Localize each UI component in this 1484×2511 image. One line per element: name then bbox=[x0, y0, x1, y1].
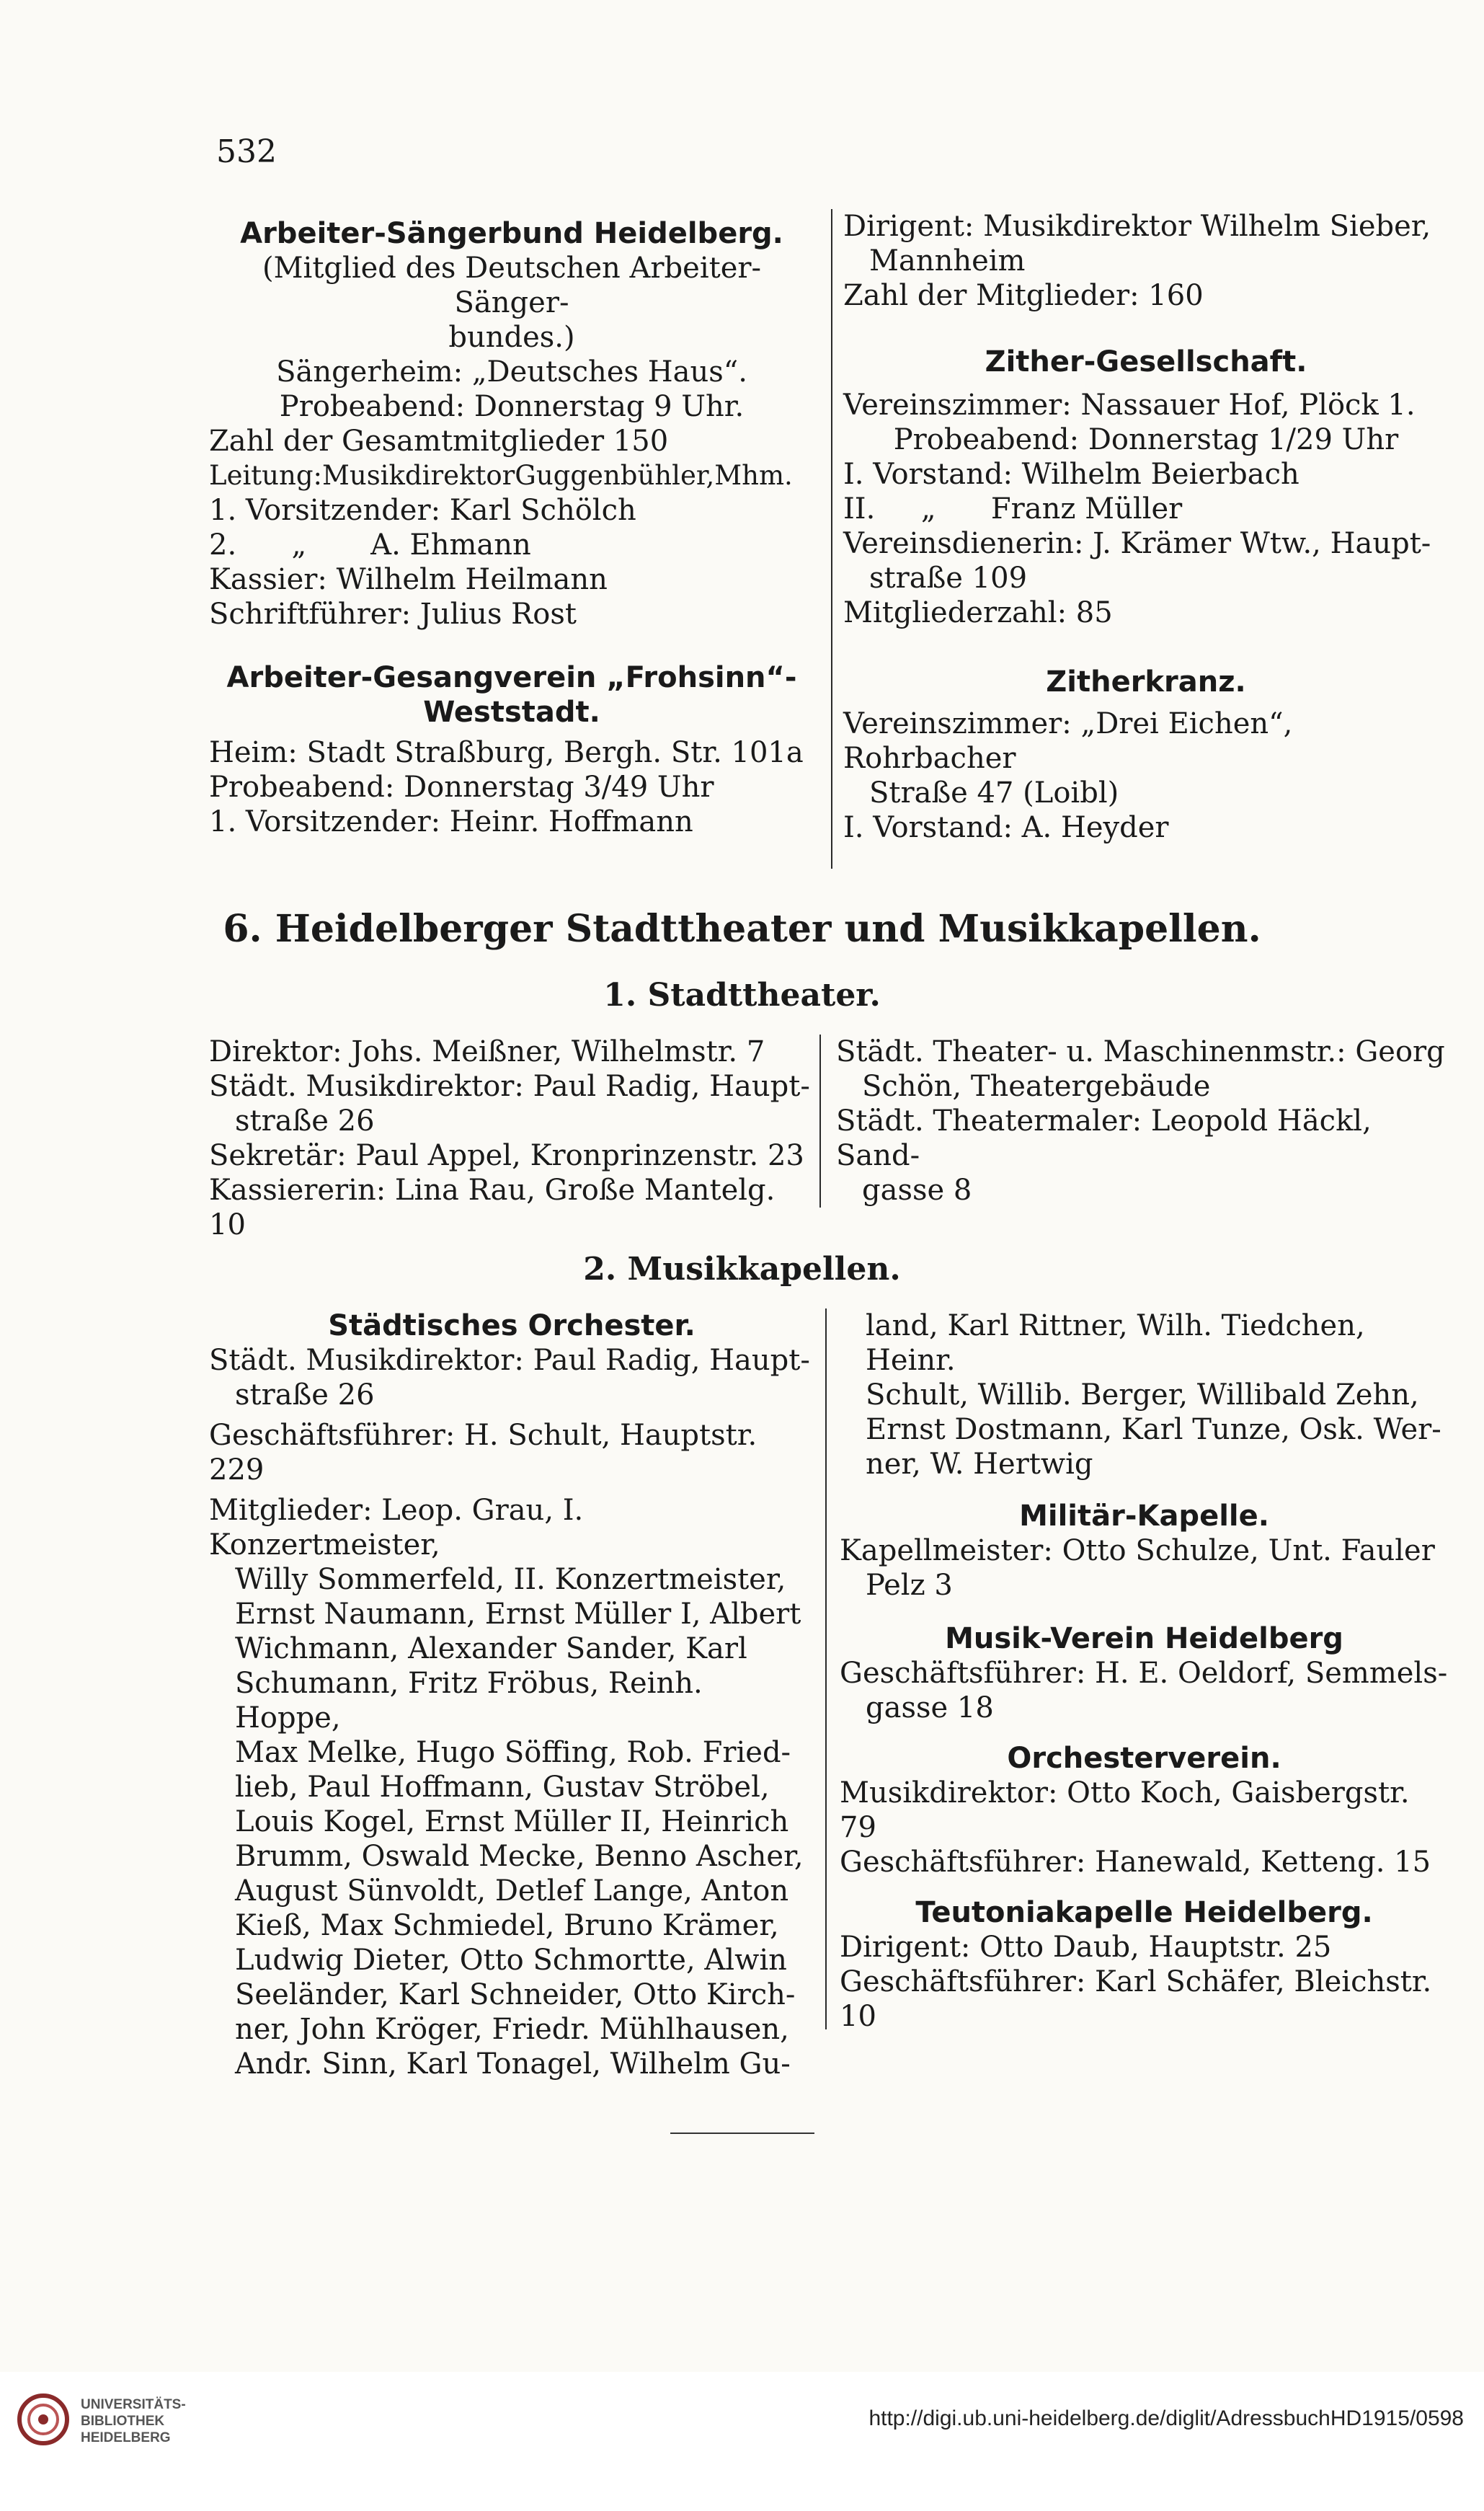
text-line: ner, John Kröger, Friedr. Mühlhausen, bbox=[235, 2013, 789, 2046]
text-line: straße 26 bbox=[235, 1378, 375, 1412]
column-divider bbox=[825, 1308, 827, 2029]
text-line: Andr. Sinn, Karl Tonagel, Wilhelm Gu- bbox=[235, 2047, 791, 2081]
text-line: Mitgliederzahl: 85 bbox=[843, 596, 1113, 629]
text-line: land, Karl Rittner, Wilh. Tiedchen, Heinr. bbox=[866, 1309, 1365, 1377]
text-line: Ludwig Dieter, Otto Schmortte, Alwin bbox=[235, 1944, 787, 1977]
page-number: 532 bbox=[216, 133, 277, 170]
section-title: 6. Heidelberger Stadttheater und Musikkapellen. bbox=[223, 907, 1261, 951]
text-line: Geschäftsführer: H. Schult, Hauptstr. 229 bbox=[209, 1419, 757, 1487]
text-line: Schriftführer: Julius Rost bbox=[209, 598, 577, 631]
text-line: Kieß, Max Schmiedel, Bruno Krämer, bbox=[235, 1909, 779, 1942]
text-line: Musikdirektor: Otto Koch, Gaisbergstr. 79 bbox=[840, 1776, 1410, 1844]
text-line: Dirigent: Musikdirektor Wilhelm Sieber, bbox=[843, 210, 1431, 243]
subsection-title-stadttheater: 1. Stadttheater. bbox=[603, 977, 881, 1014]
text-line: Städt. Theatermaler: Leopold Häckl, Sand- bbox=[836, 1104, 1372, 1172]
text-line: Städt. Theater- u. Maschinenmstr.: Georg bbox=[836, 1035, 1445, 1068]
university-seal-icon bbox=[16, 2392, 71, 2447]
text-line: 1. Vorsitzender: Heinr. Hoffmann bbox=[209, 805, 693, 838]
text-line: Kassiererin: Lina Rau, Große Mantelg. 10 bbox=[209, 1174, 776, 1241]
text-line: Sängerheim: „Deutsches Haus“. bbox=[276, 355, 747, 389]
top-right-column bbox=[843, 209, 1449, 845]
text-line: Städt. Musikdirektor: Paul Radig, Haupt- bbox=[209, 1070, 810, 1103]
text-line: (Mitglied des Deutschen Arbeiter-Sänger- bbox=[262, 252, 761, 319]
text-line: II. „ Franz Müller bbox=[843, 492, 1183, 526]
text-line: Vereinszimmer: „Drei Eichen“, Rohrbacher bbox=[843, 707, 1293, 775]
heading-zither-gesellschaft: Zither-Gesellschaft. bbox=[985, 345, 1307, 378]
text-line: Ernst Dostmann, Karl Tunze, Osk. Wer- bbox=[866, 1413, 1441, 1446]
text-line: Heim: Stadt Straßburg, Bergh. Str. 101a bbox=[209, 736, 804, 769]
heading-musik-verein: Musik-Verein Heidelberg bbox=[945, 1622, 1343, 1655]
text-line: Mannheim bbox=[869, 244, 1026, 278]
text-line: Schön, Theatergebäude bbox=[862, 1070, 1211, 1103]
logo-line: BIBLIOTHEK bbox=[81, 2414, 165, 2429]
text-line: Geschäftsführer: H. E. Oeldorf, Semmels- bbox=[840, 1657, 1448, 1690]
heading-orchesterverein: Orchesterverein. bbox=[1007, 1742, 1281, 1775]
heading-militaer-kapelle: Militär-Kapelle. bbox=[1019, 1500, 1269, 1533]
text-line: Dirigent: Otto Daub, Hauptstr. 25 bbox=[840, 1931, 1332, 1964]
text-line: Geschäftsführer: Karl Schäfer, Bleichstr. 10 bbox=[840, 1965, 1432, 2033]
heading-staedtisches-orchester: Städtisches Orchester. bbox=[328, 1309, 696, 1342]
text-line: Ernst Naumann, Ernst Müller I, Albert bbox=[235, 1598, 801, 1631]
text-line: Mitglieder: Leop. Grau, I. Konzertmeister, bbox=[209, 1494, 584, 1562]
theater-right-column bbox=[836, 1035, 1449, 1208]
text-line: Vereinszimmer: Nassauer Hof, Plöck 1. bbox=[843, 389, 1416, 422]
text-line: bundes.) bbox=[448, 321, 575, 354]
text-line: Straße 47 (Loibl) bbox=[869, 776, 1119, 810]
text-line: Kapellmeister: Otto Schulze, Unt. Fauler bbox=[840, 1534, 1435, 1567]
text-line: Städt. Musikdirektor: Paul Radig, Haupt- bbox=[209, 1344, 810, 1377]
text-line: Probeabend: Donnerstag 9 Uhr. bbox=[279, 390, 745, 423]
text-line: I. Vorstand: A. Heyder bbox=[843, 811, 1169, 844]
library-logo-text bbox=[81, 2396, 186, 2446]
text-line: Zahl der Gesamtmitglieder 150 bbox=[209, 425, 669, 458]
text-line: Pelz 3 bbox=[866, 1569, 953, 1602]
text-line: Wichmann, Alexander Sander, Karl bbox=[235, 1632, 747, 1665]
text-line: I. Vorstand: Wilhelm Beierbach bbox=[843, 458, 1299, 491]
text-line: Seeländer, Karl Schneider, Otto Kirch- bbox=[235, 1978, 796, 2011]
text-line: Vereinsdienerin: J. Krämer Wtw., Haupt- bbox=[843, 527, 1431, 560]
text-line: straße 26 bbox=[235, 1104, 375, 1138]
heading-arbeiter-saengerbund: Arbeiter-Sängerbund Heidelberg. bbox=[240, 217, 783, 250]
text-line: 2. „ A. Ehmann bbox=[209, 528, 531, 562]
text-line: Louis Kogel, Ernst Müller II, Heinrich bbox=[235, 1805, 789, 1838]
column-divider bbox=[819, 1035, 821, 1208]
text-line: Schult, Willib. Berger, Willibald Zehn, bbox=[866, 1378, 1419, 1412]
text-line: gasse 8 bbox=[862, 1174, 972, 1207]
text-line: Max Melke, Hugo Söffing, Rob. Fried- bbox=[235, 1736, 791, 1769]
text-line: 1. Vorsitzender: Karl Schölch bbox=[209, 494, 636, 527]
text-line: Zahl der Mitglieder: 160 bbox=[843, 279, 1204, 312]
logo-line: HEIDELBERG bbox=[81, 2430, 171, 2445]
heading-teutoniakapelle: Teutoniakapelle Heidelberg. bbox=[915, 1896, 1373, 1929]
text-line: lieb, Paul Hoffmann, Gustav Ströbel, bbox=[235, 1771, 770, 1804]
text-line: Probeabend: Donnerstag 3/49 Uhr bbox=[209, 771, 714, 804]
orchestra-right-column bbox=[840, 1308, 1449, 2034]
text-line: Brumm, Oswald Mecke, Benno Ascher, bbox=[235, 1840, 804, 1873]
text-line: gasse 18 bbox=[866, 1691, 994, 1724]
text-line: August Sünvoldt, Detlef Lange, Anton bbox=[235, 1874, 789, 1908]
top-left-column bbox=[209, 216, 814, 839]
text-line: Direktor: Johs. Meißner, Wilhelmstr. 7 bbox=[209, 1035, 765, 1068]
text-line: Leitung:MusikdirektorGuggenbühler,Mhm. bbox=[209, 460, 793, 491]
subsection-title-musikkapellen: 2. Musikkapellen. bbox=[583, 1251, 901, 1288]
footer-bar bbox=[0, 2372, 1484, 2511]
text-line: Willy Sommerfeld, II. Konzertmeister, bbox=[235, 1563, 786, 1596]
text-line: straße 109 bbox=[869, 562, 1028, 595]
text-line: Schumann, Fritz Fröbus, Reinh. Hoppe, bbox=[235, 1667, 703, 1735]
text-line: Kassier: Wilhelm Heilmann bbox=[209, 563, 608, 596]
text-line: Sekretär: Paul Appel, Kronprinzenstr. 23 bbox=[209, 1139, 804, 1172]
logo-line: UNIVERSITÄTS- bbox=[81, 2397, 186, 2412]
column-divider bbox=[831, 209, 832, 869]
text-line: ner, W. Hertwig bbox=[866, 1448, 1093, 1481]
source-url-link[interactable]: http://digi.ub.uni-heidelberg.de/diglit/AdressbuchHD1915/0598 bbox=[868, 2406, 1464, 2430]
heading-zitherkranz: Zitherkranz. bbox=[1046, 665, 1246, 699]
end-rule bbox=[670, 2133, 814, 2134]
orchestra-left-column bbox=[209, 1308, 814, 2081]
text-line: Geschäftsführer: Hanewald, Ketteng. 15 bbox=[840, 1846, 1431, 1879]
heading-frohsinn: Arbeiter-Gesangverein „Frohsinn“-Weststadt. bbox=[226, 661, 797, 729]
text-line: Probeabend: Donnerstag 1/29 Uhr bbox=[893, 423, 1399, 456]
theater-left-column bbox=[209, 1035, 814, 1242]
